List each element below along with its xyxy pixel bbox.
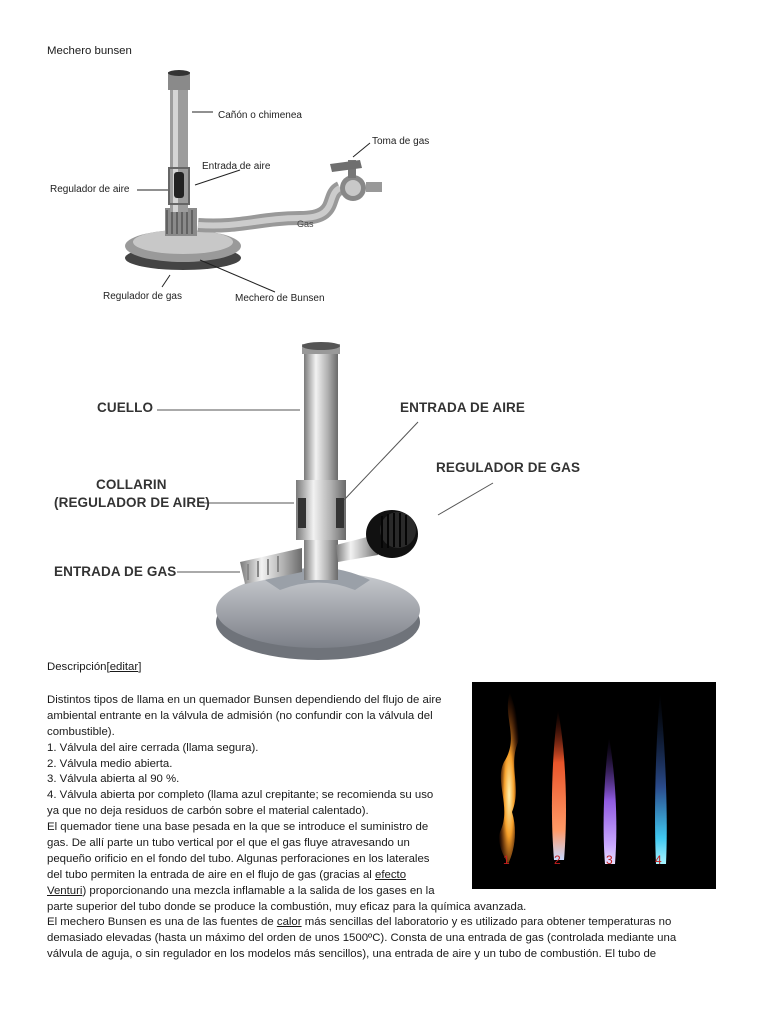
- edit-link[interactable]: editar: [109, 661, 139, 673]
- venturi-link[interactable]: Venturi: [47, 884, 83, 897]
- flame-number-3: 3: [606, 853, 613, 867]
- paragraph-line: parte superior del tubo donde se produce la combustión, muy eficaz para la química avanzada.: [47, 900, 527, 913]
- bracket-close: ]: [138, 661, 142, 673]
- paragraph-line: ambiental entrante en la válvula de admisión (no confundir con la válvula del: [47, 709, 433, 722]
- flame-number-2: 2: [554, 853, 561, 867]
- label-neck: CUELLO: [97, 400, 154, 415]
- document-title: Mechero bunsen: [47, 45, 132, 57]
- label-burner: Mechero de Bunsen: [235, 293, 325, 304]
- paragraph-line: válvula de aguja, o sin regulador en los modelos más sencillos), una entrada de aire y un tubo de combustión. El tubo de: [47, 948, 657, 961]
- paragraph-line: combustible).: [47, 725, 115, 738]
- label-gas-regulator: Regulador de gas: [103, 291, 182, 302]
- bracket-open: [: [106, 661, 110, 673]
- label-air-inlet: Entrada de aire: [202, 161, 271, 172]
- venturi-text-after: ) proporcionando una mezcla inflamable a la salida de los gases en la: [82, 884, 435, 897]
- paragraph-line: gas. De allí parte un tubo vertical por el que el gas fluye atravesando un: [47, 837, 410, 850]
- label-chimney: Cañón o chimenea: [218, 110, 302, 121]
- paragraph-line: demasiado elevadas (hasta un máximo del orden de unos 1500ºC). Consta de una entrada de gas (controlada mediante una: [47, 932, 677, 945]
- label-gas-inlet-2: ENTRADA DE GAS: [54, 564, 177, 579]
- paragraph-line: 3. Válvula abierta al 90 %.: [47, 773, 180, 786]
- section-heading-text: Descripción: [47, 661, 107, 673]
- flame-types-photo: [472, 682, 716, 889]
- label-gas-inlet: Toma de gas: [372, 136, 430, 147]
- paragraph-line: 2. Válvula medio abierta.: [47, 757, 173, 770]
- paragraph-line: 4. Válvula abierta por completo (llama azul crepitante; se recomienda su uso: [47, 789, 434, 802]
- label-collar-sub: (REGULADOR DE AIRE): [54, 495, 210, 510]
- paragraph-line: 1. Válvula del aire cerrada (llama segura).: [47, 741, 259, 754]
- flame-number-4: 4: [655, 853, 662, 867]
- paragraph-line-calor: [47, 915, 676, 931]
- paragraph-line: pequeño orificio en el fondo del tubo. Algunas perforaciones en los laterales: [47, 852, 430, 865]
- label-gas-regulator-2: REGULADOR DE GAS: [436, 460, 581, 475]
- label-air-inlet-2: ENTRADA DE AIRE: [400, 400, 526, 415]
- flame-2: [552, 710, 566, 860]
- paragraph-line: Distintos tipos de llama en un quemador Bunsen dependiendo del flujo de aire: [47, 694, 442, 706]
- efecto-link[interactable]: efecto: [375, 868, 407, 881]
- flame-4: [655, 692, 667, 864]
- flame-3: [604, 737, 617, 864]
- paragraph-line: El quemador tiene una base pesada en la que se introduce el suministro de: [47, 821, 429, 834]
- calor-text-after: más sencillas del laboratorio y es utilizado para obtener temperaturas no: [301, 916, 672, 929]
- label-gas-hose: Gas: [297, 219, 314, 229]
- flame-number-1: 1: [503, 853, 510, 867]
- venturi-text: del tubo permiten la entrada de aire en el flujo de gas (gracias al: [47, 868, 375, 881]
- paragraph-line: ya que no deja residuos de carbón sobre el material calentado).: [47, 805, 369, 818]
- flame-1: [499, 692, 519, 864]
- label-collar: COLLARIN: [96, 477, 167, 492]
- section-heading: [47, 660, 141, 676]
- calor-text-before: El mechero Bunsen es una de las fuentes de: [47, 916, 277, 929]
- calor-link[interactable]: calor: [276, 916, 302, 929]
- label-air-regulator: Regulador de aire: [50, 184, 130, 195]
